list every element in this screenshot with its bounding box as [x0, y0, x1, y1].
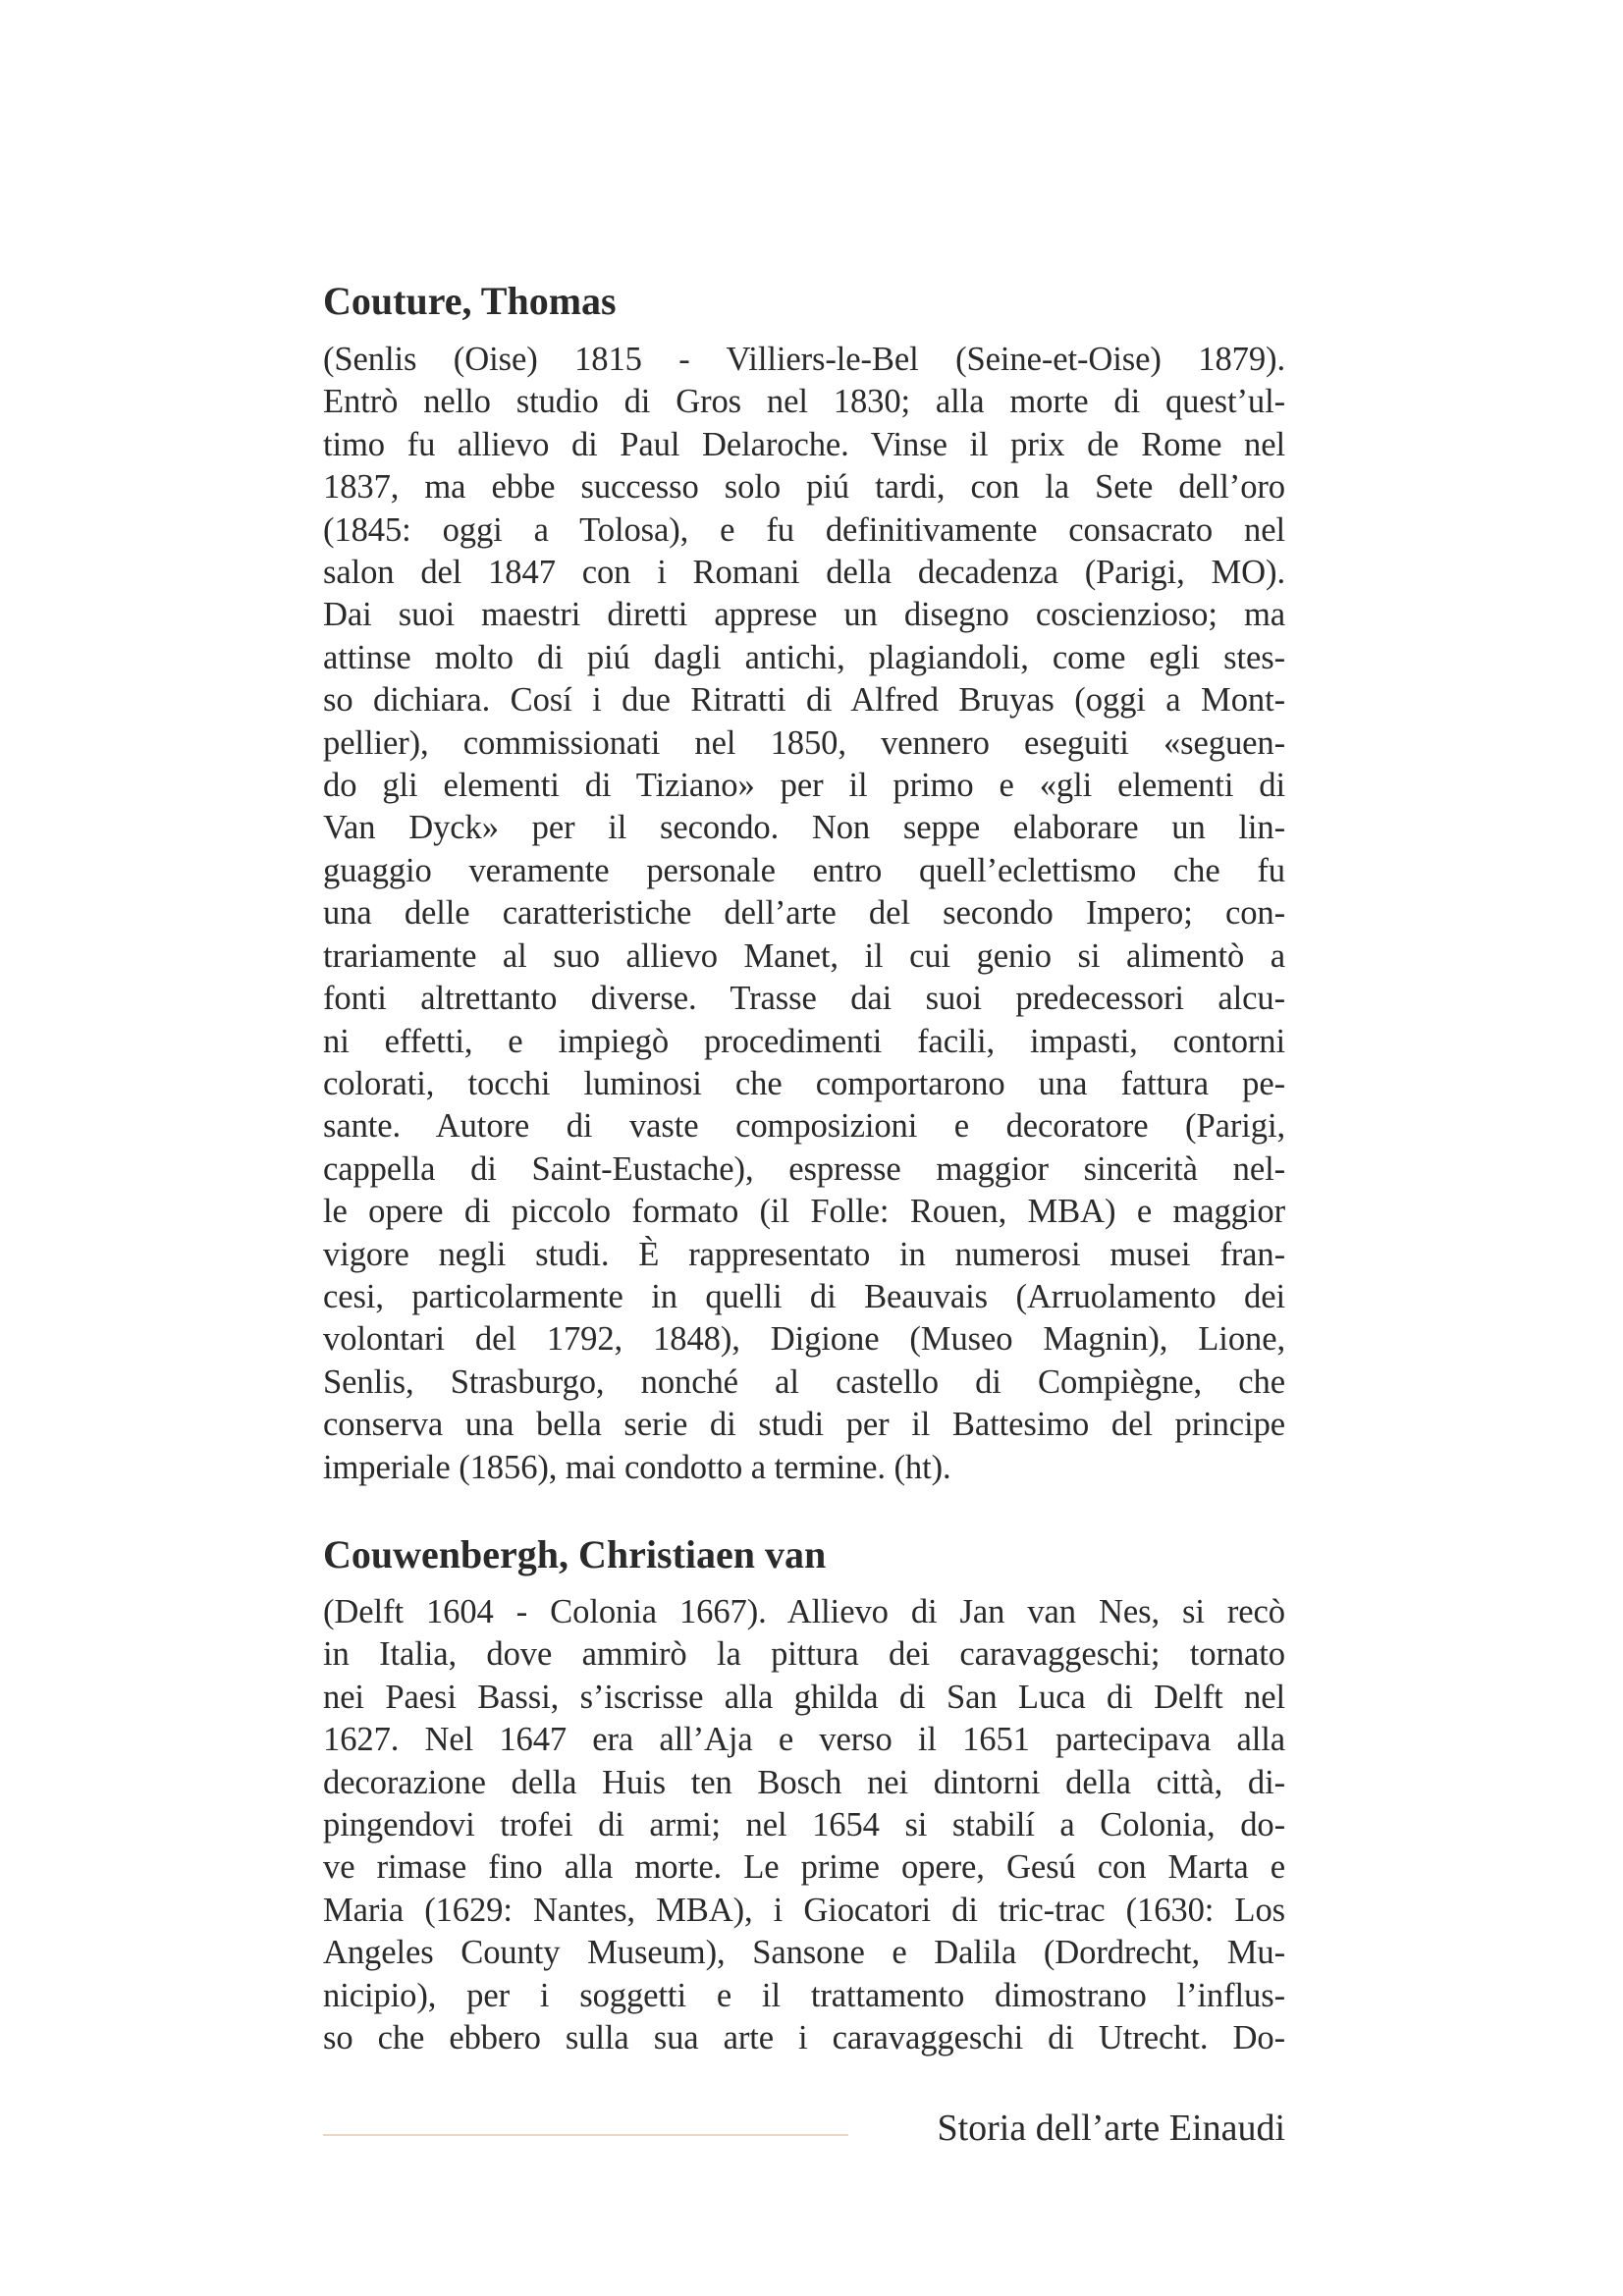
text-line: vigore negli studi. È rappresentato in numerosi musei fran- — [323, 1235, 1285, 1273]
text-line: pingendovi trofei di armi; nel 1654 si stabilí a Colonia, do- — [323, 1806, 1285, 1844]
text-line: in Italia, dove ammirò la pittura dei caravaggeschi; tornato — [323, 1635, 1285, 1674]
text-line: ve rimase fino alla morte. Le prime opere, Gesú con Marta e — [323, 1848, 1285, 1887]
text-line: le opere di piccolo formato (il Folle: Rouen, MBA) e maggior — [323, 1193, 1285, 1231]
text-line: Maria (1629: Nantes, MBA), i Giocatori di tric-trac (1630: Los — [323, 1891, 1285, 1929]
text-line: attinse molto di piú dagli antichi, plagiandoli, come egli stes- — [323, 638, 1285, 676]
text-line: timo fu allievo di Paul Delaroche. Vinse il prix de Rome nel — [323, 425, 1285, 463]
text-line: sante. Autore di vaste composizioni e decoratore (Parigi, — [323, 1107, 1285, 1146]
text-line: una delle caratteristiche dell’arte del secondo Impero; con- — [323, 894, 1285, 933]
text-line: cesi, particolarmente in quelli di Beauvais (Arruolamento dei — [323, 1277, 1285, 1315]
text-line: fonti altrettanto diverse. Trasse dai suoi predecessori alcu- — [323, 980, 1285, 1018]
text-line: Dai suoi maestri diretti apprese un disegno coscienzioso; ma — [323, 596, 1285, 634]
footer-divider — [323, 2134, 848, 2136]
entry-title-couture: Couture, Thomas — [323, 279, 617, 323]
text-line: 1627. Nel 1647 era all’Aja e verso il 1651 partecipava alla — [323, 1721, 1285, 1759]
text-line: Angeles County Museum), Sansone e Dalila (Dordrecht, Mu- — [323, 1934, 1285, 1972]
entry-body-couwenbergh — [323, 1591, 1285, 2059]
text-line: salon del 1847 con i Romani della decadenza (Parigi, MO). — [323, 554, 1285, 592]
text-line: conserva una bella serie di studi per il Battesimo del principe — [323, 1406, 1285, 1444]
text-line: imperiale (1856), mai condotto a termine. (ht). — [323, 1448, 951, 1486]
text-line: decorazione della Huis ten Bosch nei dintorni della città, di- — [323, 1763, 1285, 1801]
entry-title-couwenbergh: Couwenbergh, Christiaen van — [323, 1532, 827, 1576]
text-line: nei Paesi Bassi, s’iscrisse alla ghilda di San Luca di Delft nel — [323, 1678, 1285, 1716]
text-line: pellier), commissionati nel 1850, vennero eseguiti «seguen- — [323, 723, 1285, 762]
text-line: (Senlis (Oise) 1815 - Villiers-le-Bel (Seine-et-Oise) 1879). — [323, 341, 1285, 378]
text-line: Entrò nello studio di Gros nel 1830; alla morte di quest’ul- — [323, 383, 1285, 421]
text-line: (1845: oggi a Tolosa), e fu definitivamente consacrato nel — [323, 510, 1285, 549]
text-line: Van Dyck» per il secondo. Non seppe elaborare un lin- — [323, 809, 1285, 847]
text-line: Senlis, Strasburgo, nonché al castello di Compiègne, che — [323, 1362, 1285, 1401]
text-line: so dichiara. Cosí i due Ritratti di Alfred Bruyas (oggi a Mont- — [323, 681, 1285, 720]
text-line: do gli elementi di Tiziano» per il primo e «gli elementi di — [323, 767, 1285, 805]
text-line: ni effetti, e impiegò procedimenti facili, impasti, contorni — [323, 1022, 1285, 1060]
text-line: 1837, ma ebbe successo solo piú tardi, con la Sete dell’oro — [323, 468, 1285, 507]
text-line: guaggio veramente personale entro quell’eclettismo che fu — [323, 851, 1285, 889]
text-line: trariamente al suo allievo Manet, il cui genio si alimentò a — [323, 936, 1285, 975]
text-line: so che ebbero sulla sua arte i caravaggeschi di Utrecht. Do- — [323, 2019, 1285, 2057]
footer-publisher: Storia dell’arte Einaudi — [937, 2108, 1285, 2149]
text-line: nicipio), per i soggetti e il trattamento dimostrano l’influs- — [323, 1976, 1285, 2014]
text-line: colorati, tocchi luminosi che comportarono una fattura pe- — [323, 1064, 1285, 1102]
text-line: cappella di Saint-Eustache), espresse maggior sincerità nel- — [323, 1149, 1285, 1188]
text-line: (Delft 1604 - Colonia 1667). Allievo di Jan van Nes, si recò — [323, 1593, 1285, 1630]
text-line: volontari del 1792, 1848), Digione (Museo Magnin), Lione, — [323, 1320, 1285, 1359]
entry-body-couture — [323, 339, 1285, 1489]
